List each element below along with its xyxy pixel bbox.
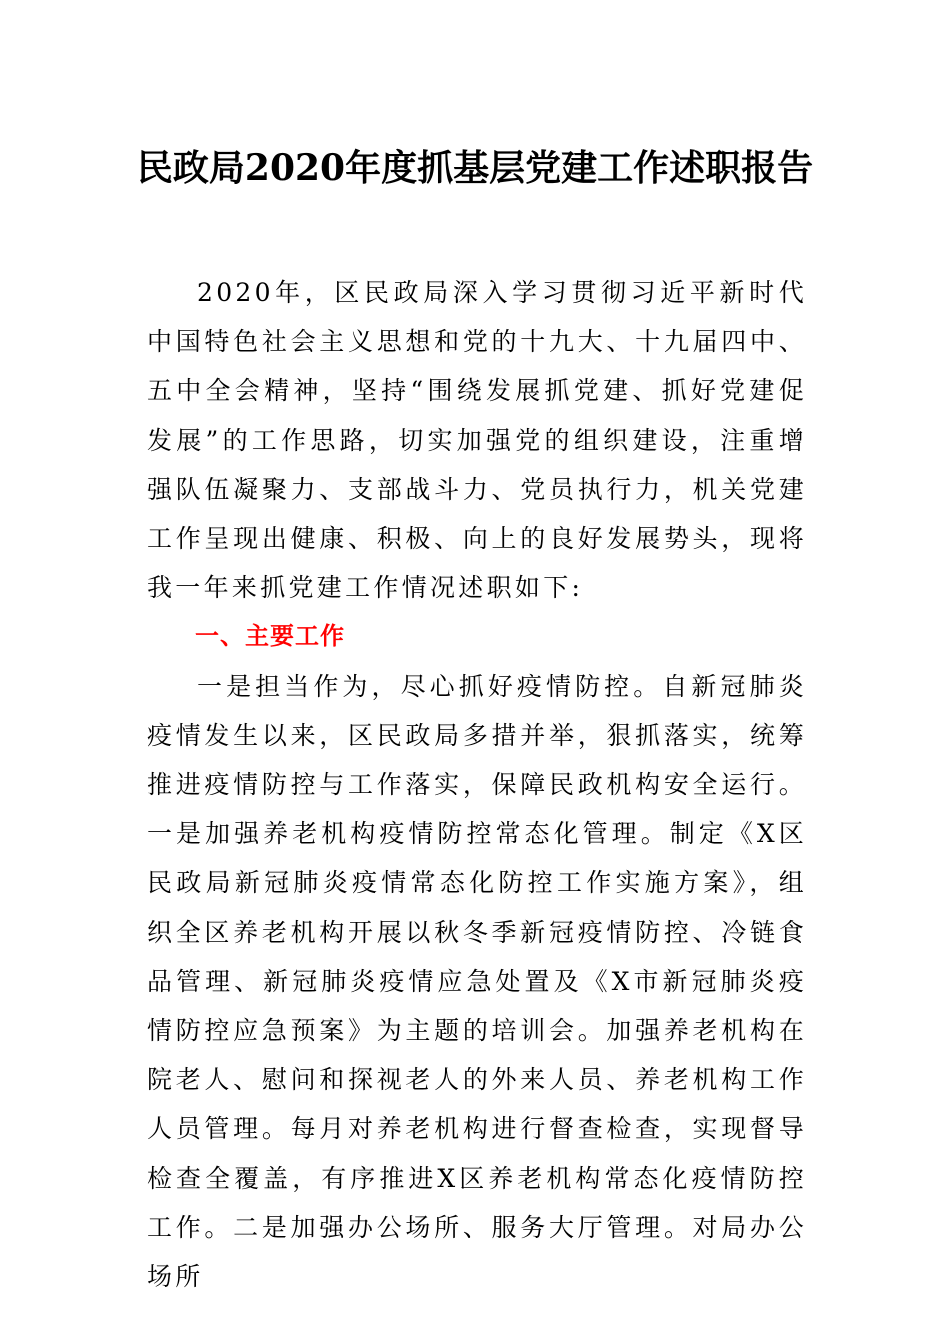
section-heading: 一、主要工作 bbox=[195, 622, 345, 651]
document-body bbox=[147, 268, 807, 1301]
section-body-paragraph: 一是担当作为，尽心抓好疫情防控。自新冠肺炎疫情发生以来，区民政局多措并举，狠抓落实，统筹推进疫情防控与工作落实，保障民政机构安全运行。一是加强养老机构疫情防控常态化管理。制定《X区民政局新冠肺炎疫情常态化防控工作实施方案》，组织全区养老机构开展以秋冬季新冠疫情防控、冷链食品管理、新冠肺炎疫情应急处置及《X市新冠肺炎疫情防控应急预案》为主题的培训会。加强养老机构在院老人、慰问和探视老人的外来人员、养老机构工作人员管理。每月对养老机构进行督查检查，实现督导检查全覆盖，有序推进X区养老机构常态化疫情防控工作。二是加强办公场所、服务大厅管理。对局办公场所 bbox=[147, 671, 807, 1292]
document-title: 民政局2020年度抓基层党建工作述职报告 bbox=[136, 147, 814, 189]
intro-paragraph: 2020年，区民政局深入学习贯彻习近平新时代中国特色社会主义思想和党的十九大、十九届四中、五中全会精神，坚持“围绕发展抓党建、抓好党建促发展”的工作思路，切实加强党的组织建设，注重增强队伍凝聚力、支部战斗力、党员执行力，机关党建工作呈现出健康、积极、向上的良好发展势头，现将我一年来抓党建工作情况述职如下: bbox=[147, 278, 807, 603]
